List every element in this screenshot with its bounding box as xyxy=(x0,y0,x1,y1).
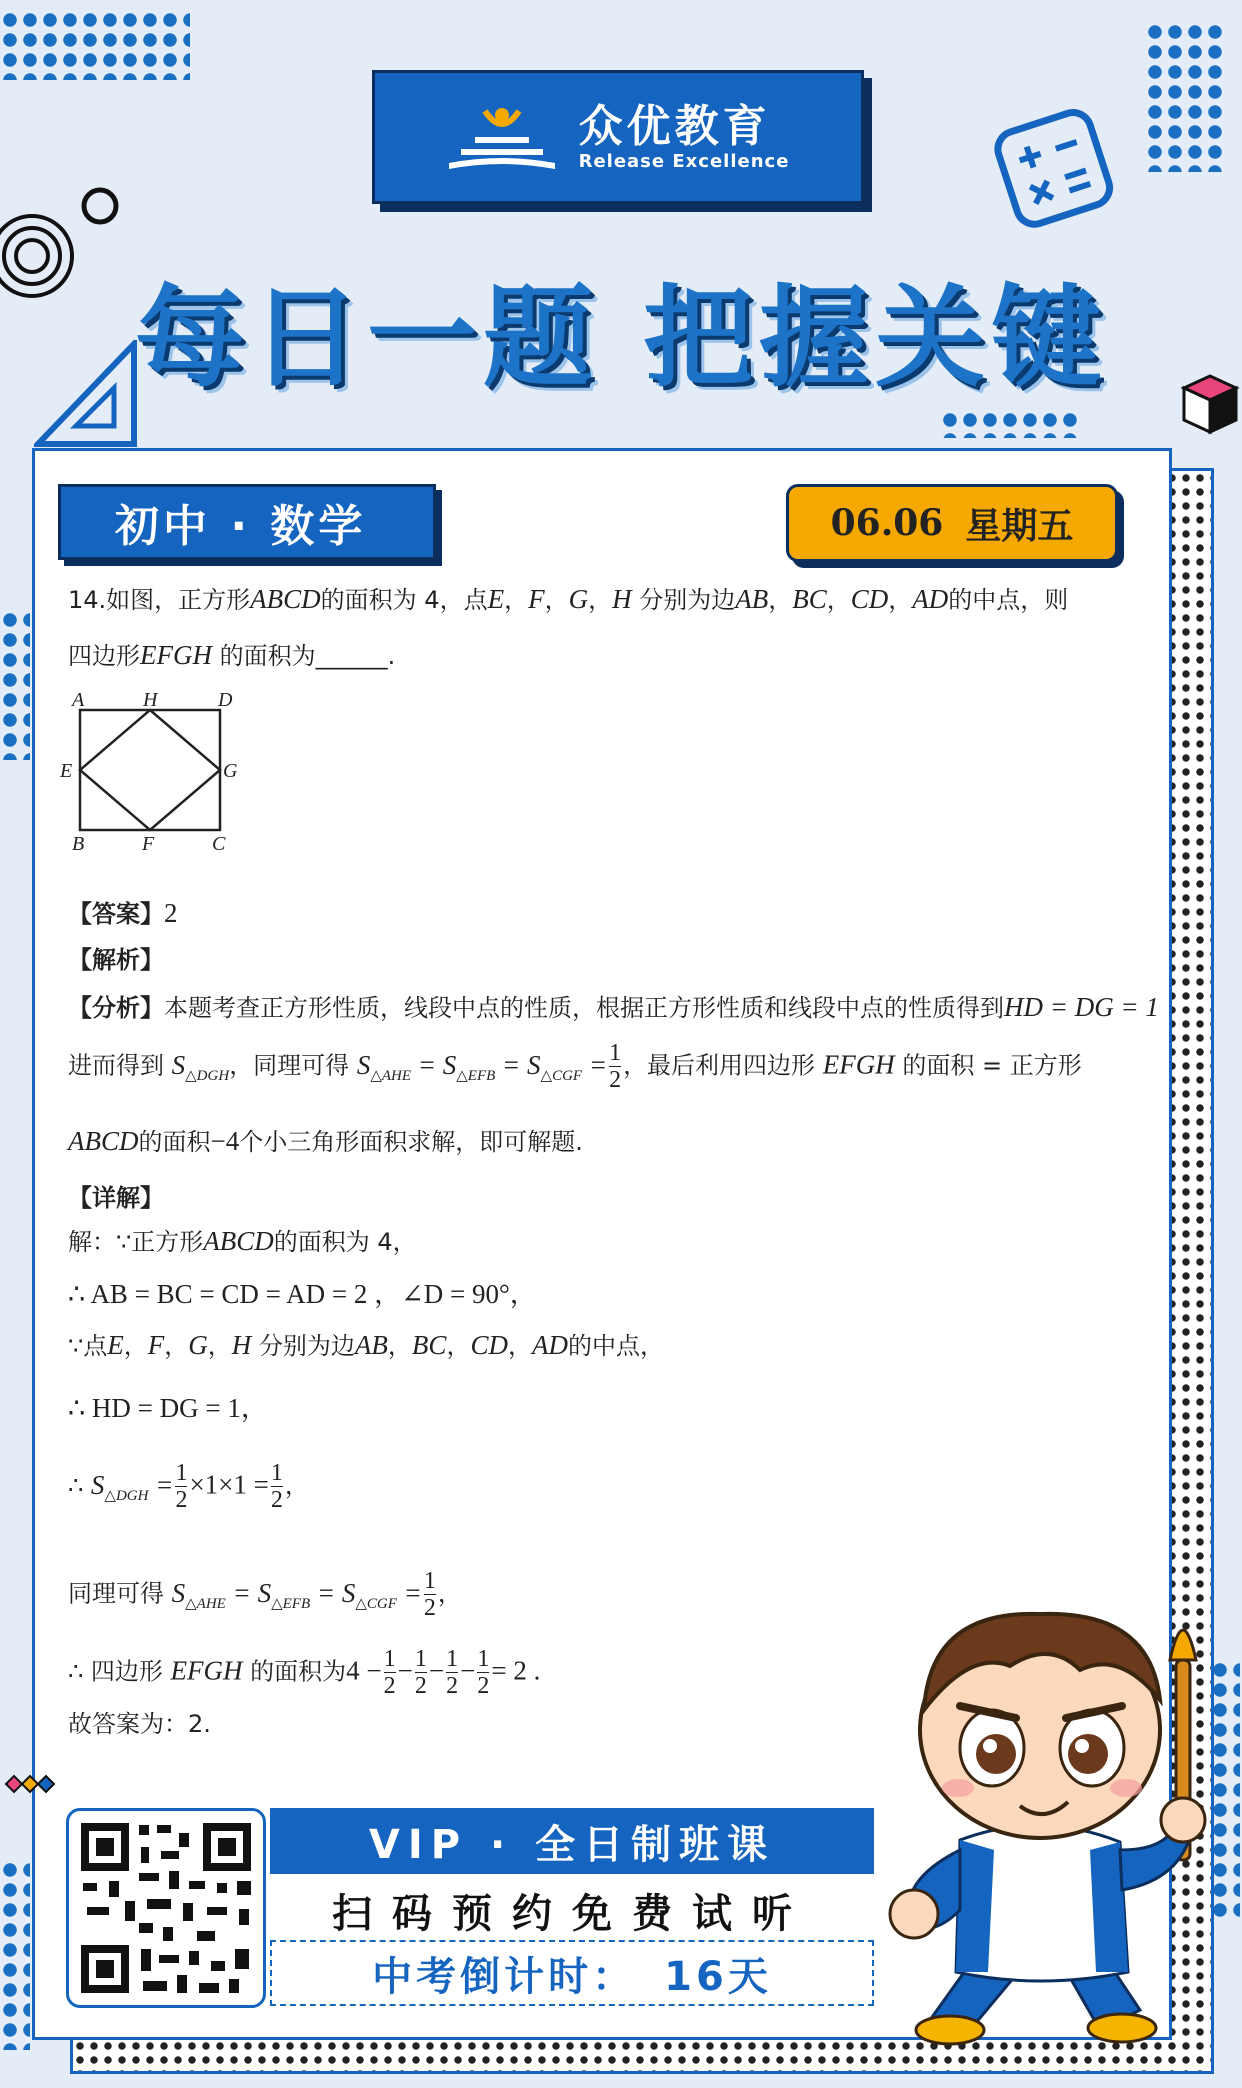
figure-label: A xyxy=(72,689,85,711)
detail-line: 解：∵正方形ABCD的面积为 4， xyxy=(68,1226,417,1256)
detail-text: 的中点， xyxy=(567,1332,664,1360)
countdown-value: 16天 xyxy=(664,1953,772,2000)
figure-label: C xyxy=(212,833,226,855)
analysis-text: 个小三角形面积求解，即可解题. xyxy=(239,1128,583,1156)
scan-text: 扫码预约免费试听 xyxy=(270,1880,874,1940)
figure-label: F xyxy=(142,833,155,855)
question-text: 的面积为 4，点 xyxy=(320,586,488,614)
mascot-boy-image xyxy=(860,1580,1240,2060)
analysis-text: 进而得到 xyxy=(68,1051,164,1080)
detail-text: 的面积为 4， xyxy=(273,1228,417,1256)
calculator-icon xyxy=(990,104,1120,234)
analysis-text: ，最后利用四边形 xyxy=(623,1051,816,1080)
detail-text: ×1×1 = xyxy=(189,1469,269,1500)
analysis-text: 本题考查正方形性质，线段中点的性质，根据正方形性质和线段中点的性质得到 xyxy=(164,994,1004,1022)
detail-line: ∴ $S_{\triangle DGH}$ = $\frac{1}{2}$ ×1×1 = $\frac{1}{2}$ ， xyxy=(68,1460,309,1513)
analysis-text: −4 xyxy=(210,1126,240,1156)
decor-dots xyxy=(940,410,1080,438)
question-number: 14. xyxy=(68,586,107,614)
detail-line: ∵点E，F，G，H 分别为边AB，BC，CD，AD的中点， xyxy=(68,1330,664,1360)
detail-line: 同理可得 $S_{\triangle AHE} = S_{\triangle EFB} = S_{\triangle CGF}$ = $\frac{1}{2}$ ， xyxy=(68,1568,462,1621)
detail-text: 解：∵正方形 xyxy=(68,1228,204,1256)
gem-icon xyxy=(4,1772,60,1796)
logo-subtitle: Release Excellence xyxy=(578,150,790,172)
figure-label: E xyxy=(60,760,73,782)
question-text: 的面积为______. xyxy=(219,642,396,670)
figure-label: H xyxy=(143,689,158,711)
decor-dots xyxy=(0,610,30,760)
detail-label: 【详解】 xyxy=(68,1184,164,1212)
figure-label: D xyxy=(218,689,233,711)
detail-line: 故答案为：2. xyxy=(68,1710,211,1738)
figure-label: G xyxy=(223,760,238,782)
countdown-label: 中考倒计时： xyxy=(372,1953,637,2000)
question-text: 的中点，则 xyxy=(948,586,1069,614)
analysis-line: ABCD的面积−4个小三角形面积求解，即可解题. xyxy=(68,1126,583,1156)
analysis-line: 进而得到 $S_{\triangle DGH}$，同理可得 $S_{\triangle AHE} = S_{\triangle EFB} = S_{\triangle CGF}$ = $\frac{1}{2}$ ，最后利用四边形 EFGH 的面积 = 正方形 xyxy=(68,1040,1082,1093)
question-text: 分别为边 xyxy=(639,586,736,614)
detail-line: ∴ HD = DG = 1， xyxy=(68,1393,268,1423)
analysis-label: 【解析】 xyxy=(68,946,164,974)
countdown xyxy=(270,1940,874,2006)
analysis-text: 的面积 = 正方形 xyxy=(902,1051,1082,1080)
fenxi-label: 【分析】 xyxy=(68,994,164,1022)
detail-text: 的面积为 xyxy=(250,1657,347,1686)
analysis-text: ，同理可得 xyxy=(229,1051,350,1080)
figure-label: B xyxy=(72,833,85,855)
subject-badge: 初中 · 数学 xyxy=(58,484,436,560)
date-text: 06.06 xyxy=(830,502,944,544)
analysis-text: 的面积 xyxy=(138,1128,211,1156)
question-text: 四边形 xyxy=(68,642,140,670)
answer-line xyxy=(68,894,178,929)
detail-text: ∴ xyxy=(68,1471,84,1500)
qr-code-image xyxy=(69,1811,263,2005)
logo-icon xyxy=(447,97,557,177)
vip-banner: VIP · 全日制班课 xyxy=(270,1808,874,1874)
decor-dots xyxy=(0,1860,30,2050)
detail-line: ∴ AB = BC = CD = AD = 2 ，∠D = 90°， xyxy=(68,1279,537,1309)
question-line: 四边形EFGH 的面积为______. xyxy=(68,640,396,670)
analysis-equation: HD = DG = 1 xyxy=(1004,992,1159,1022)
square-figure xyxy=(60,688,260,858)
answer-label: 【答案】 xyxy=(68,900,164,928)
detail-text: 同理可得 xyxy=(68,1579,164,1608)
detail-text: 分别为边 xyxy=(258,1332,355,1360)
question-line: 14.如图，正方形ABCD的面积为 4，点E，F，G，H 分别为边AB，BC，CD，AD的中点，则 xyxy=(68,584,1069,614)
question-text: 如图，正方形 xyxy=(106,586,251,614)
page-title: 每日一题 把握关键 xyxy=(134,274,1108,402)
logo-title: 众优教育 xyxy=(578,100,771,152)
detail-text: ∴ 四边形 xyxy=(68,1657,163,1686)
decor-dots xyxy=(0,10,190,80)
analysis-line xyxy=(68,988,1159,1023)
brand-logo xyxy=(372,70,864,204)
detail-line: ∴ 四边形 EFGH 的面积为4 − $\frac{1}{2}$ − $\frac{1}{2}$ − $\frac{1}{2}$ − $\frac{1}{2}$ = 2 . xyxy=(68,1646,541,1699)
qr-code[interactable] xyxy=(66,1808,266,2008)
answer-value: 2 xyxy=(164,898,178,928)
detail-text: ∵点 xyxy=(68,1332,108,1360)
decor-dots xyxy=(1145,22,1225,172)
weekday-text: 星期五 xyxy=(965,504,1074,547)
date-badge xyxy=(786,484,1118,562)
